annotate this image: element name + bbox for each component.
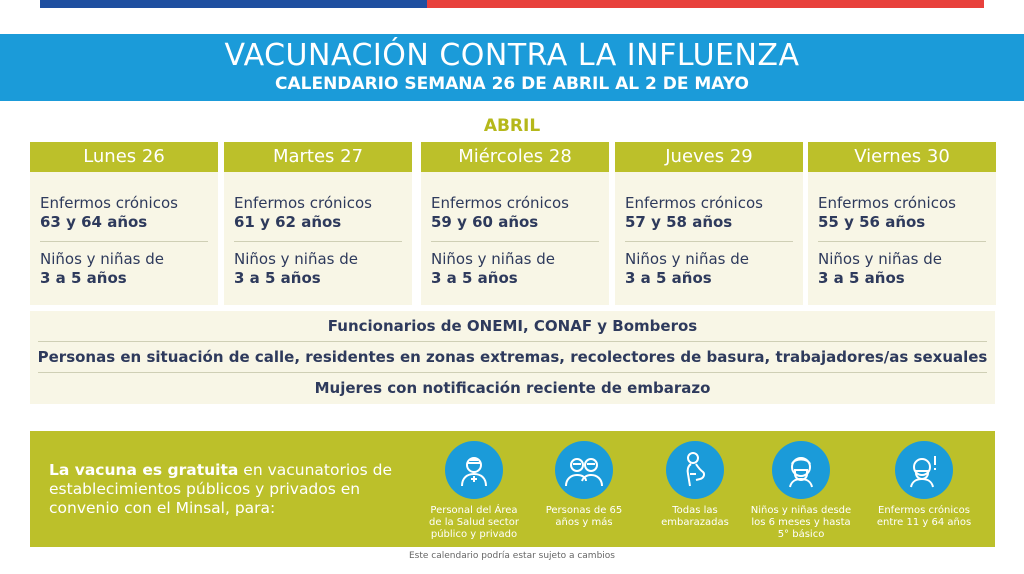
group-health-workers (426, 441, 522, 541)
divider (625, 241, 793, 242)
group-children (40, 250, 164, 288)
group-children (746, 441, 856, 541)
group-chronic-ages: 61 y 62 años (234, 213, 342, 231)
divider (38, 341, 987, 342)
group-children-ages: 3 a 5 años (818, 269, 905, 287)
day-header: Martes 27 (224, 142, 412, 172)
group-chronic-patients (868, 441, 980, 529)
group-children-label: Niños y niñas de (625, 250, 750, 268)
shared-row: Mujeres con notificación reciente de embarazo (314, 379, 711, 397)
flag-stripe (40, 0, 984, 8)
group-children-label: Niños y niñas de (818, 250, 943, 268)
group-chronic (431, 194, 569, 232)
group-label: Personal del Área de la Salud sector público y privado (429, 505, 519, 540)
divider (234, 241, 402, 242)
divider (38, 372, 987, 373)
group-chronic-label: Enfermos crónicos (625, 194, 763, 212)
day-column-thursday (615, 142, 803, 305)
day-column-wednesday (421, 142, 609, 305)
footnote: Este calendario podría estar sujeto a cambios (409, 551, 615, 561)
shared-row: Personas en situación de calle, residentes en zonas extremas, recolectores de basura, trabajadores/as sexuales (37, 348, 988, 366)
day-column-tuesday (224, 142, 412, 305)
free-vaccine-rest: en vacunatorios de establecimientos públicos y privados en convenio con el Minsal, para: (49, 461, 393, 517)
free-vaccine-text (49, 461, 399, 518)
group-chronic-ages: 55 y 56 años (818, 213, 926, 231)
flag-blue (40, 0, 427, 8)
group-children (625, 250, 749, 288)
group-label: Todas las embarazadas (661, 505, 729, 528)
group-chronic (625, 194, 763, 232)
group-children-ages: 3 a 5 años (431, 269, 518, 287)
day-header: Lunes 26 (30, 142, 218, 172)
page-title: VACUNACIÓN CONTRA LA INFLUENZA (224, 38, 800, 73)
group-children (234, 250, 358, 288)
shared-row: Funcionarios de ONEMI, CONAF y Bomberos (327, 317, 698, 335)
day-header: Miércoles 28 (421, 142, 609, 172)
group-chronic-label: Enfermos crónicos (818, 194, 956, 212)
divider (431, 241, 599, 242)
day-header: Jueves 29 (615, 142, 803, 172)
day-column-friday (808, 142, 996, 305)
health-worker-icon (445, 441, 503, 499)
free-vaccine-bold: La vacuna es gratuita (49, 461, 239, 479)
month-label: ABRIL (483, 116, 541, 136)
group-pregnant (650, 441, 740, 529)
group-children-ages: 3 a 5 años (234, 269, 321, 287)
group-children-label: Niños y niñas de (431, 250, 556, 268)
group-children-ages: 3 a 5 años (625, 269, 712, 287)
divider (40, 241, 208, 242)
title-banner (0, 34, 1024, 101)
group-chronic-label: Enfermos crónicos (234, 194, 372, 212)
group-children-label: Niños y niñas de (40, 250, 165, 268)
chronic-patient-icon (895, 441, 953, 499)
group-children (818, 250, 942, 288)
day-header: Viernes 30 (808, 142, 996, 172)
group-elderly (542, 441, 626, 529)
group-chronic-label: Enfermos crónicos (431, 194, 569, 212)
group-chronic-ages: 57 y 58 años (625, 213, 733, 231)
shared-groups-band (30, 311, 995, 404)
group-children-label: Niños y niñas de (234, 250, 359, 268)
group-chronic (234, 194, 372, 232)
divider (818, 241, 986, 242)
elderly-couple-icon (555, 441, 613, 499)
group-chronic-label: Enfermos crónicos (40, 194, 178, 212)
pregnant-woman-icon (666, 441, 724, 499)
group-label: Niños y niñas desde los 6 meses y hasta 5° básico (750, 505, 852, 540)
group-chronic-ages: 63 y 64 años (40, 213, 148, 231)
flag-red (427, 0, 984, 8)
day-column-monday (30, 142, 218, 305)
group-children (431, 250, 555, 288)
group-children-ages: 3 a 5 años (40, 269, 127, 287)
child-icon (772, 441, 830, 499)
free-vaccine-panel (30, 431, 995, 547)
group-chronic (40, 194, 178, 232)
group-chronic (818, 194, 956, 232)
group-label: Personas de 65 años y más (545, 505, 623, 528)
page-subtitle: CALENDARIO SEMANA 26 DE ABRIL AL 2 DE MAYO (275, 74, 749, 94)
group-chronic-ages: 59 y 60 años (431, 213, 539, 231)
group-label: Enfermos crónicos entre 11 y 64 años (876, 505, 972, 528)
